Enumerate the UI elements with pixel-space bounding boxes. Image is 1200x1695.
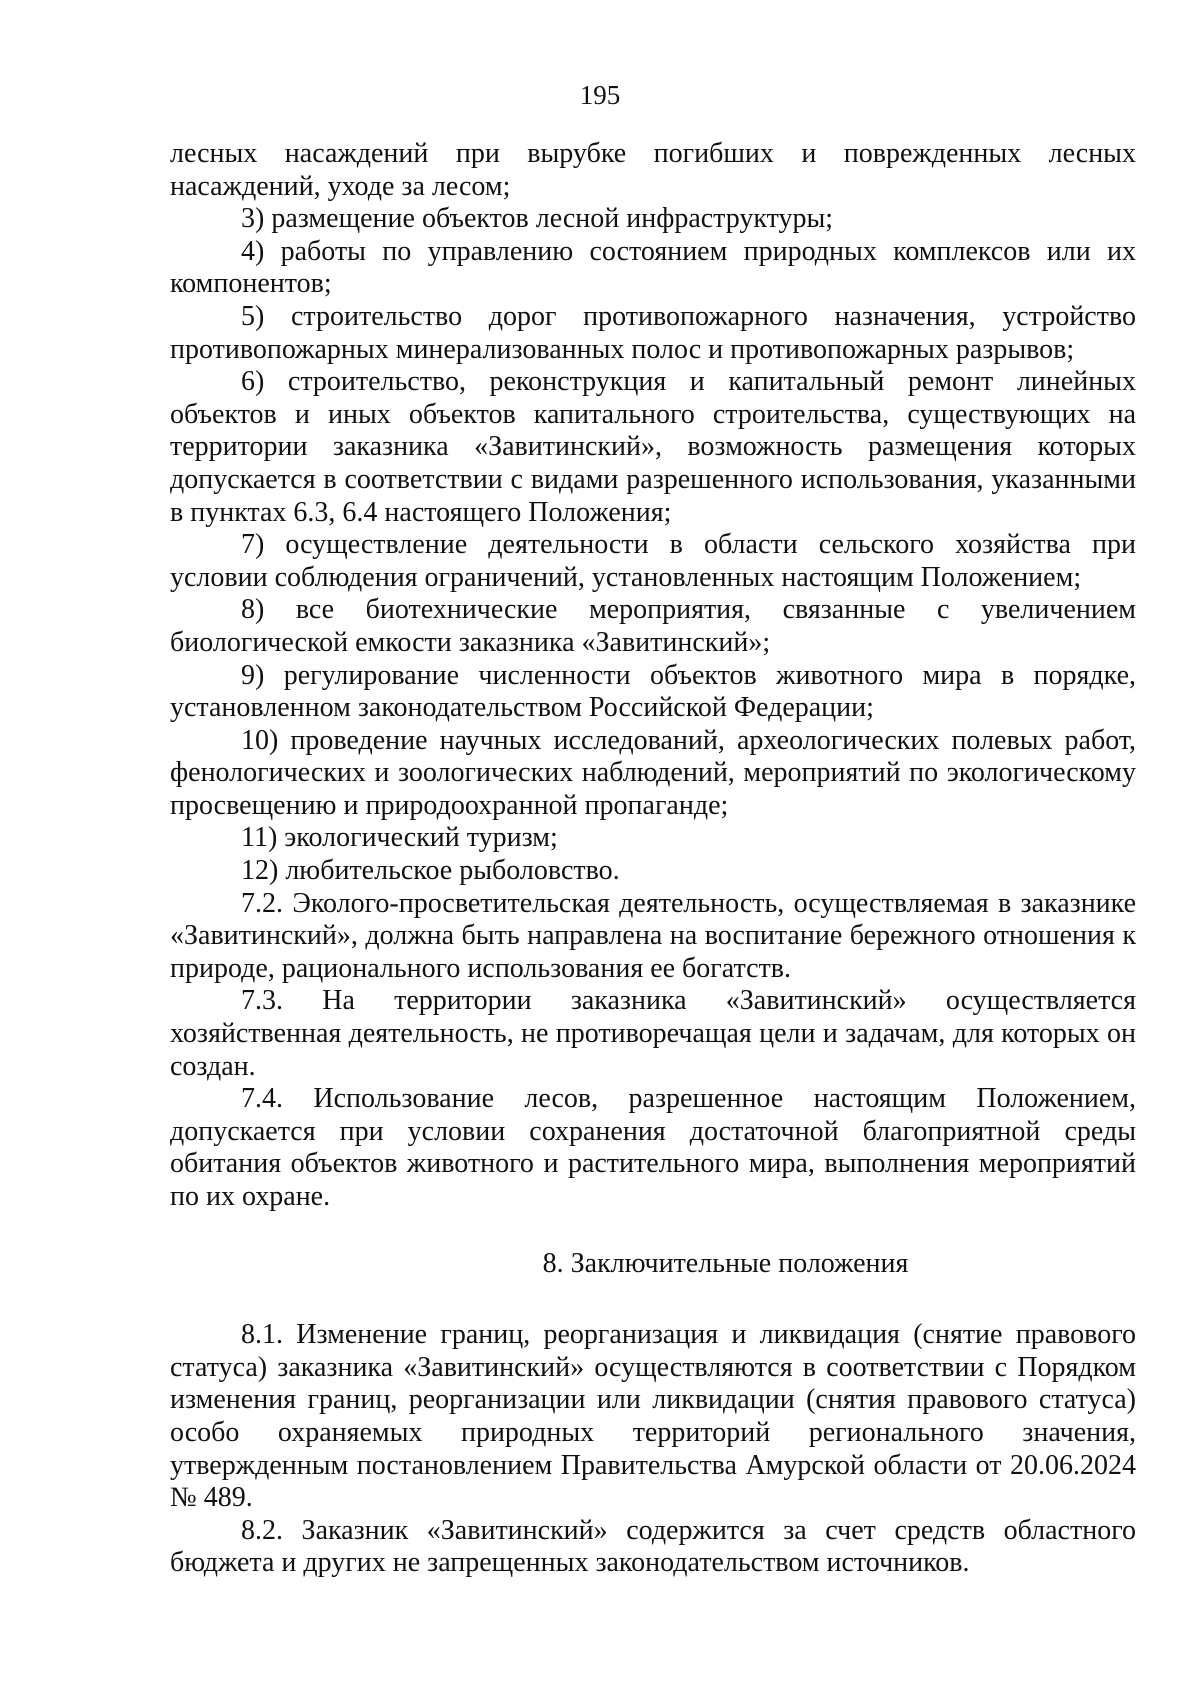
paragraph: 8) все биотехнические мероприятия, связанные с увеличением биологической емкости заказника «Завитинский»; bbox=[170, 594, 1136, 658]
document-body bbox=[170, 138, 1136, 1580]
paragraph: 10) проведение научных исследований, археологических полевых работ, фенологических и зоологических наблюдений, мероприятий по экологическому просвещению и природоохранной пропаганде; bbox=[170, 724, 1136, 821]
paragraph: 9) регулирование численности объектов животного мира в порядке, установленном законодательством Российской Федерации; bbox=[170, 659, 1136, 724]
paragraph: 6) строительство, реконструкция и капитальный ремонт линейных объектов и иных объектов капитального строительства, существующих на территории заказника «Завитинский», возможность размещения которых допускается в соответствии с видами разрешенного использования, указанными в пунктах 6.3, 6.4 настоящего Положения; bbox=[170, 366, 1136, 528]
paragraph: 7.2. Эколого-просветительская деятельность, осуществляемая в заказнике «Завитинский», должна быть направлена на воспитание бережного отношения к природе, рационального использования ее богатств. bbox=[170, 887, 1136, 984]
paragraphs-before-heading bbox=[170, 138, 1136, 1214]
paragraph: 4) работы по управлению состоянием природных комплексов или их компонентов; bbox=[170, 235, 1136, 300]
paragraph: 7.4. Использование лесов, разрешенное настоящим Положением, допускается при условии сохранения достаточной благоприятной среды обитания объектов животного и растительного мира, выполнения мероприятий по их охране. bbox=[170, 1083, 1136, 1212]
paragraph: лесных насаждений при вырубке погибших и поврежденных лесных насаждений, уходе за лесом; bbox=[170, 138, 1136, 202]
paragraphs-after-heading bbox=[170, 1319, 1136, 1580]
page-number: 195 bbox=[579, 80, 621, 110]
paragraph: 8.1. Изменение границ, реорганизация и ликвидация (снятие правового статуса) заказника «Завитинский» осуществляются в соответствии с Порядком изменения границ, реорганизации или ликвидации (снятия правового статуса) особо охраняемых природных территорий регионального значения, утвержденным постановлением Правительства Амурской области от 20.06.2024 № 489. bbox=[170, 1319, 1136, 1514]
section-heading: 8. Заключительные положения bbox=[542, 1247, 909, 1279]
paragraph: 11) экологический туризм; bbox=[241, 822, 558, 854]
paragraph: 8.2. Заказник «Завитинский» содержится за счет средств областного бюджета и других не запрещенных законодательством источников. bbox=[170, 1514, 1136, 1579]
paragraph: 7) осуществление деятельности в области сельского хозяйства при условии соблюдения ограничений, установленных настоящим Положением; bbox=[170, 529, 1136, 593]
paragraph: 7.3. На территории заказника «Завитинский» осуществляется хозяйственная деятельность, не противоречащая цели и задачам, для которых он создан. bbox=[170, 985, 1136, 1082]
paragraph: 5) строительство дорог противопожарного назначения, устройство противопожарных минерализованных полос и противопожарных разрывов; bbox=[170, 300, 1136, 365]
paragraph: 3) размещение объектов лесной инфраструктуры; bbox=[241, 203, 834, 235]
paragraph: 12) любительское рыболовство. bbox=[241, 855, 620, 887]
